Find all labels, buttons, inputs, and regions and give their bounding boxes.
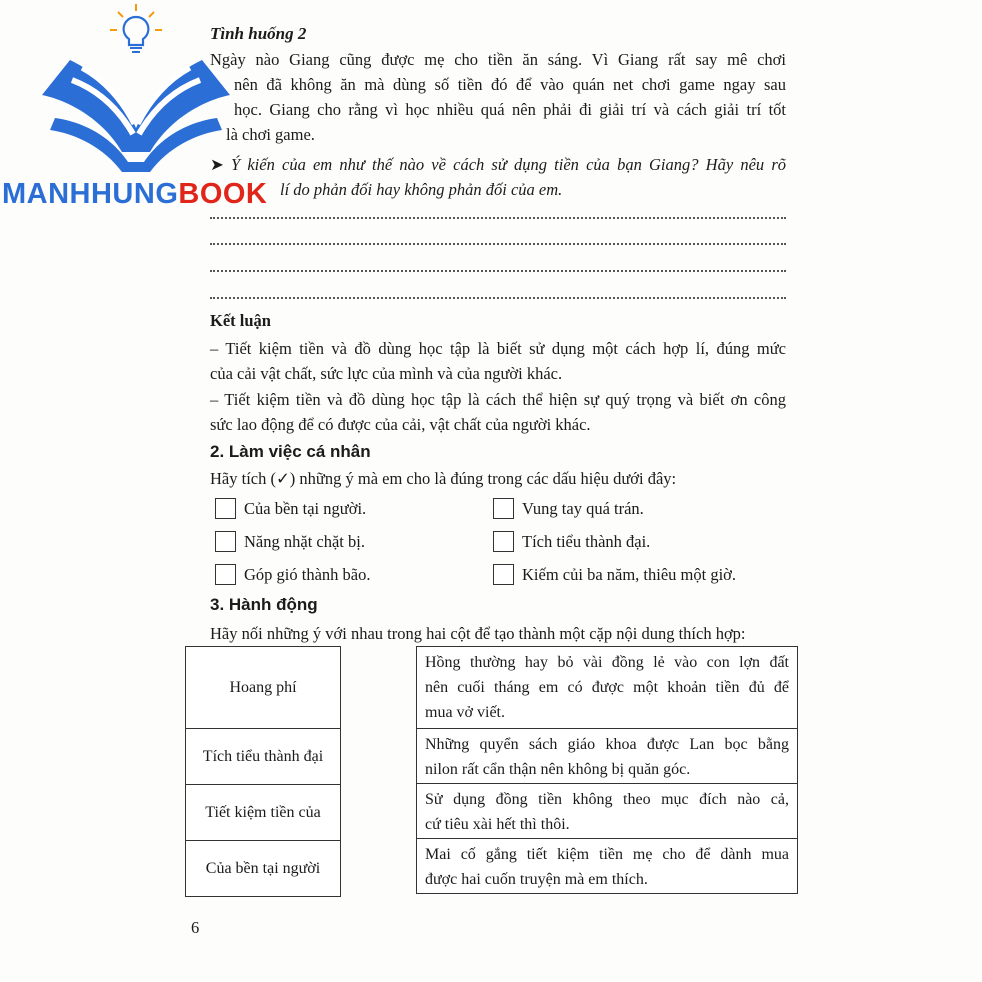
situation-title: Tình huống 2 bbox=[210, 24, 307, 43]
conclusion-paragraph-2 bbox=[210, 387, 786, 437]
match-right-line: Những quyển sách giáo khoa được Lan bọc bằng bbox=[425, 736, 789, 753]
conclusion-title: Kết luận bbox=[210, 311, 271, 330]
match-left-label: Của bền tại người bbox=[205, 860, 321, 877]
conclusion-paragraph-1 bbox=[210, 336, 786, 386]
section-3-title: 3. Hành động bbox=[210, 595, 318, 614]
checkbox-left-1[interactable] bbox=[215, 498, 236, 519]
brand-name-part1: MANHHUNG bbox=[2, 178, 179, 210]
match-left-label: Hoang phí bbox=[229, 679, 297, 696]
checkbox-right-1[interactable] bbox=[493, 498, 514, 519]
question-line: Ý kiến của em như thế nào về cách sử dụng tiền của bạn Giang? Hãy nêu rõ bbox=[231, 155, 786, 174]
match-right-line: cứ tiêu xài hết thì thôi. bbox=[425, 816, 570, 833]
brand-wordmark bbox=[2, 178, 267, 211]
match-left-label: Tiết kiệm tiền của bbox=[205, 804, 321, 821]
conclusion-line: sức lao động để có được của cải, vật chất của người khác. bbox=[210, 415, 591, 434]
arrow-bullet-icon: ➤ bbox=[210, 155, 224, 174]
match-left-label: Tích tiểu thành đại bbox=[202, 748, 324, 765]
option-right-3: Kiếm củi ba năm, thiêu một giờ. bbox=[522, 565, 737, 584]
option-left-2: Năng nhặt chặt bị. bbox=[244, 532, 365, 551]
match-right-item-4[interactable] bbox=[416, 838, 798, 894]
match-right-line: Mai cố gắng tiết kiệm tiền mẹ cho để dành mua bbox=[425, 846, 789, 863]
checkbox-right-3[interactable] bbox=[493, 564, 514, 585]
match-right-line: Hồng thường hay bỏ vài đồng lẻ vào con lợn đất bbox=[425, 654, 789, 671]
option-left-3: Góp gió thành bão. bbox=[244, 565, 371, 584]
situation-line: học. Giang cho rằng vì học nhiều quá nên phải đi giải trí và cách giải trí tốt bbox=[234, 100, 786, 119]
match-right-item-1[interactable] bbox=[416, 646, 798, 729]
match-left-item-3[interactable] bbox=[185, 784, 341, 841]
match-right-line: Sử dụng đồng tiền không theo mục đích nào cả, bbox=[425, 791, 789, 808]
conclusion-line: của cải vật chất, sức lực của mình và của người khác. bbox=[210, 364, 563, 383]
answer-line[interactable] bbox=[210, 243, 786, 245]
option-right-2: Tích tiểu thành đại. bbox=[522, 532, 651, 551]
match-right-item-2[interactable] bbox=[416, 728, 798, 784]
situation-line: là chơi game. bbox=[226, 125, 315, 144]
section-2-title: 2. Làm việc cá nhân bbox=[210, 442, 371, 461]
brand-name-part2: BOOK bbox=[178, 178, 268, 210]
section-2-instruction: Hãy tích (✓) những ý mà em cho là đúng trong các dấu hiệu dưới đây: bbox=[210, 469, 677, 488]
page-number: 6 bbox=[191, 918, 200, 937]
option-right-1: Vung tay quá trán. bbox=[522, 499, 644, 518]
checkbox-left-2[interactable] bbox=[215, 531, 236, 552]
option-left-1: Của bền tại người. bbox=[244, 499, 367, 518]
match-left-item-1[interactable] bbox=[185, 646, 341, 729]
match-right-line: nilon rất cẩn thận nên không bị quăn góc. bbox=[425, 761, 691, 778]
checkbox-right-2[interactable] bbox=[493, 531, 514, 552]
section-3-instruction: Hãy nối những ý với nhau trong hai cột để tạo thành một cặp nội dung thích hợp: bbox=[210, 624, 746, 643]
match-right-line: mua vở viết. bbox=[425, 704, 505, 721]
match-right-item-3[interactable] bbox=[416, 783, 798, 839]
answer-line[interactable] bbox=[210, 217, 786, 219]
conclusion-line: – Tiết kiệm tiền và đồ dùng học tập là cách thể hiện sự quý trọng và biết ơn công bbox=[210, 390, 786, 409]
situation-line: nên đã không ăn mà dùng số tiền đó để vào quán net chơi game ngay sau bbox=[234, 75, 786, 94]
answer-line[interactable] bbox=[210, 270, 786, 272]
match-left-item-4[interactable] bbox=[185, 840, 341, 897]
checkbox-left-3[interactable] bbox=[215, 564, 236, 585]
conclusion-line: – Tiết kiệm tiền và đồ dùng học tập là biết sử dụng một cách hợp lí, đúng mức bbox=[210, 339, 786, 358]
match-right-line: nên cuối tháng em có được một khoản tiền đủ để bbox=[425, 679, 789, 696]
answer-line[interactable] bbox=[210, 297, 786, 299]
match-left-item-2[interactable] bbox=[185, 728, 341, 785]
question-line: lí do phản đối hay không phản đối của em. bbox=[280, 180, 563, 199]
situation-line: Ngày nào Giang cũng được mẹ cho tiền ăn sáng. Vì Giang rất say mê chơi bbox=[210, 50, 786, 69]
brand-logo bbox=[0, 0, 300, 215]
match-right-line: được hai cuốn truyện mà em thích. bbox=[425, 871, 648, 888]
